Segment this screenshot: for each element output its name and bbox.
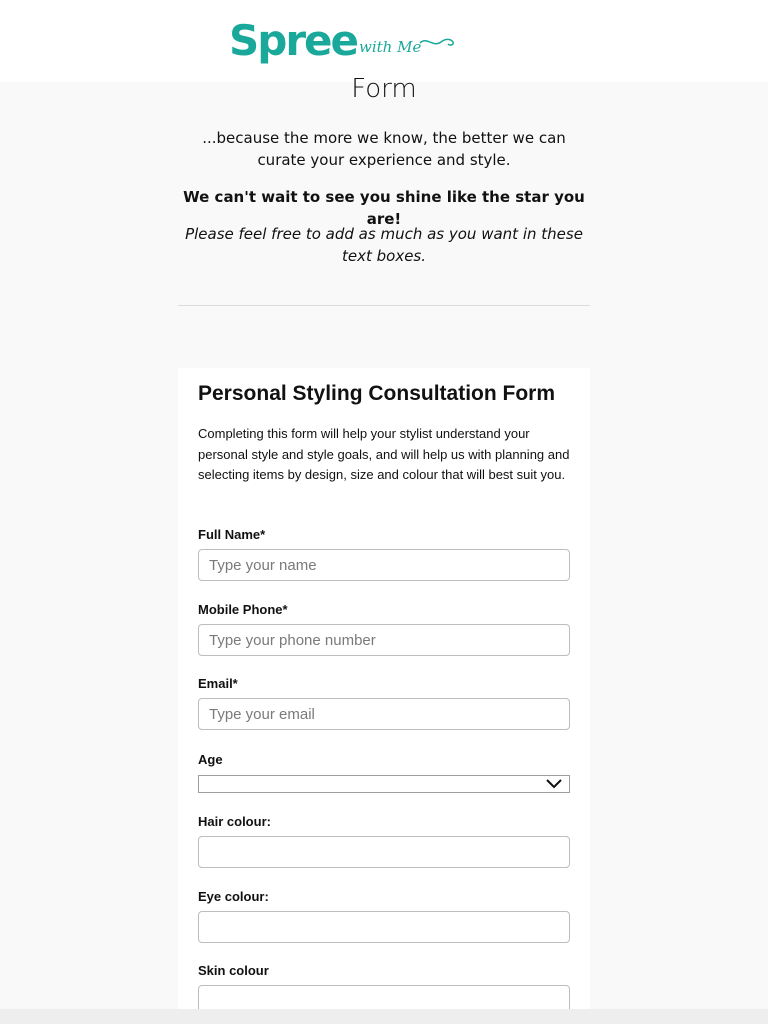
consultation-form	[178, 368, 590, 1024]
swoosh-icon	[419, 34, 455, 50]
email-label: Email*	[198, 676, 238, 691]
skin-colour-label: Skin colour	[198, 963, 269, 978]
email-input[interactable]	[198, 698, 570, 730]
intro-italic-text: Please feel free to add as much as you want in these text boxes.	[185, 225, 583, 265]
logo-wordmark: Spree	[229, 16, 357, 65]
eye-colour-label: Eye colour:	[198, 889, 269, 904]
full-name-label: Full Name*	[198, 527, 266, 542]
brand-logo[interactable]	[229, 16, 421, 64]
hair-colour-label: Hair colour:	[198, 814, 271, 829]
intro-text: ...because the more we know, the better we can curate your experience and style.	[202, 129, 566, 169]
age-select[interactable]	[198, 775, 570, 793]
divider	[178, 305, 590, 306]
site-header	[0, 0, 768, 82]
mobile-phone-label: Mobile Phone*	[198, 602, 288, 617]
chevron-down-icon	[545, 778, 563, 790]
form-title: Personal Styling Consultation Form	[198, 382, 556, 405]
page-title: Form	[351, 74, 417, 104]
age-label: Age	[198, 752, 223, 767]
page-bottom-strip	[0, 1009, 768, 1024]
form-description: Completing this form will help your stylist understand your personal style and style goals, and will help us with planning and selecting items by design, size and colour that will best suit you.	[198, 426, 570, 482]
full-name-input[interactable]	[198, 549, 570, 581]
mobile-phone-input[interactable]	[198, 624, 570, 656]
hair-colour-input[interactable]	[198, 836, 570, 868]
intro-bold-text: We can't wait to see you shine like the star you are!	[183, 188, 585, 228]
eye-colour-input[interactable]	[198, 911, 570, 943]
logo-script-text: with Me	[359, 38, 422, 56]
